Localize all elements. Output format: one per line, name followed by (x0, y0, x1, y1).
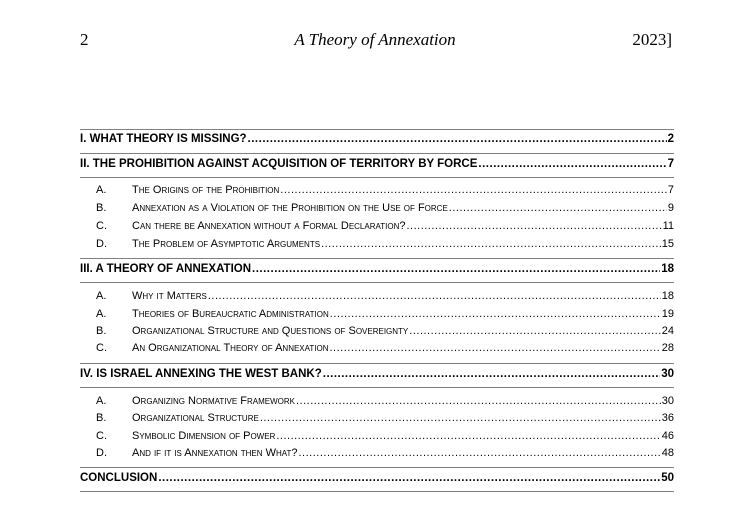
toc-section-title: II. THE PROHIBITION AGAINST ACQUISITION OF TERRITORY BY FORCE (80, 158, 478, 170)
toc-leader-dots (330, 308, 661, 320)
section-divider (80, 282, 674, 283)
toc-page-number: 28 (661, 342, 674, 354)
toc-leader-dots (276, 430, 660, 442)
toc-item-title: Organizational Structure and Questions of Sovereignty (132, 325, 409, 337)
toc-section-iv[interactable] (80, 368, 674, 380)
toc-item-title: Organizational Structure (132, 412, 259, 424)
section-divider (80, 467, 674, 468)
toc-page-number: 36 (661, 412, 674, 424)
toc-page-number: 7 (667, 184, 674, 196)
toc-item-iv-c[interactable] (80, 430, 674, 442)
toc-page-number: 46 (661, 430, 674, 442)
toc-item-title: Can there be Annexation without a Formal Declaration? (132, 220, 406, 232)
toc-page-number: 24 (661, 325, 674, 337)
toc-page-number: 48 (661, 447, 674, 459)
section-divider (80, 363, 674, 364)
toc-leader-dots (299, 447, 661, 459)
toc-item-ii-a[interactable] (80, 184, 674, 196)
toc-page-number: 9 (667, 202, 674, 214)
toc-leader-dots (330, 342, 661, 354)
toc-item-letter: C. (96, 342, 107, 354)
toc-leader-dots (409, 325, 660, 337)
section-divider (80, 491, 674, 492)
toc-leader-dots (406, 220, 661, 232)
toc-item-title: The Problem of Asymptotic Arguments (132, 238, 321, 250)
section-divider (80, 387, 674, 388)
toc-leader-dots (158, 472, 660, 484)
toc-leader-dots (449, 202, 667, 214)
toc-item-iv-a[interactable] (80, 395, 674, 407)
toc-leader-dots (321, 238, 661, 250)
toc-page-number: 15 (661, 238, 674, 250)
toc-item-iii-c[interactable] (80, 342, 674, 354)
toc-item-title: Organizing Normative Framework (132, 395, 295, 407)
toc-item-letter: C. (96, 430, 107, 442)
toc-item-title: Why it Matters (132, 290, 207, 302)
toc-item-ii-c[interactable] (80, 220, 674, 232)
toc-item-title: Annexation as a Violation of the Prohibition on the Use of Force (132, 202, 448, 214)
section-divider (80, 177, 674, 178)
toc-page-number: 7 (667, 158, 674, 170)
toc-page-number: 30 (661, 368, 674, 380)
toc-item-iv-d[interactable] (80, 447, 674, 459)
toc-item-letter: A. (96, 308, 107, 320)
toc-leader-dots (323, 368, 660, 380)
toc-leader-dots (260, 412, 661, 424)
toc-leader-dots (478, 158, 666, 170)
toc-item-letter: D. (96, 447, 107, 459)
toc-item-letter: A. (96, 290, 107, 302)
toc-page-number: 18 (661, 263, 674, 275)
toc-section-i[interactable] (80, 133, 674, 145)
toc-page-number: 30 (661, 395, 674, 407)
toc-item-iii-a[interactable] (80, 290, 674, 302)
toc-item-letter: C. (96, 220, 107, 232)
toc-item-title: Theories of Bureaucratic Administration (132, 308, 329, 320)
toc-page-number: 18 (661, 290, 674, 302)
toc-section-title: IV. IS ISRAEL ANNEXING THE WEST BANK? (80, 368, 322, 380)
header-running-title: A Theory of Annexation (294, 30, 456, 49)
header-year: 2023] (632, 30, 672, 49)
toc-item-letter: D. (96, 238, 107, 250)
toc-leader-dots (280, 184, 667, 196)
toc-leader-dots (296, 395, 661, 407)
toc-section-conclusion[interactable] (80, 472, 674, 484)
toc-section-title: CONCLUSION (80, 472, 158, 484)
toc-item-letter: A. (96, 395, 107, 407)
toc-page-number: 11 (662, 220, 674, 232)
header-page-number: 2 (80, 30, 89, 49)
toc-item-title: The Origins of the Prohibition (132, 184, 280, 196)
toc-leader-dots (208, 290, 661, 302)
toc-leader-dots (252, 263, 660, 275)
toc-item-iii-b[interactable] (80, 325, 674, 337)
toc-item-title: And if it is Annexation then What? (132, 447, 298, 459)
toc-section-iii[interactable] (80, 263, 674, 275)
toc-item-title: Symbolic Dimension of Power (132, 430, 276, 442)
toc-section-title: III. A THEORY OF ANNEXATION (80, 263, 252, 275)
toc-item-iv-b[interactable] (80, 412, 674, 424)
toc-leader-dots (248, 133, 667, 145)
toc-page-number: 50 (661, 472, 674, 484)
toc-item-ii-d[interactable] (80, 238, 674, 250)
toc-item-letter: B. (96, 412, 107, 424)
toc-item-letter: B. (96, 202, 107, 214)
toc-page-number: 2 (667, 133, 674, 145)
toc-item-iii-a2[interactable] (80, 308, 674, 320)
section-divider (80, 258, 674, 259)
toc-page-number: 19 (661, 308, 674, 320)
toc-item-title: An Organizational Theory of Annexation (132, 342, 329, 354)
toc-item-letter: B. (96, 325, 107, 337)
section-divider (80, 129, 674, 130)
toc-section-ii[interactable] (80, 158, 674, 170)
toc-section-title: I. WHAT THEORY IS MISSING? (80, 133, 247, 145)
section-divider (80, 153, 674, 154)
toc-item-ii-b[interactable] (80, 202, 674, 214)
toc-item-letter: A. (96, 184, 107, 196)
